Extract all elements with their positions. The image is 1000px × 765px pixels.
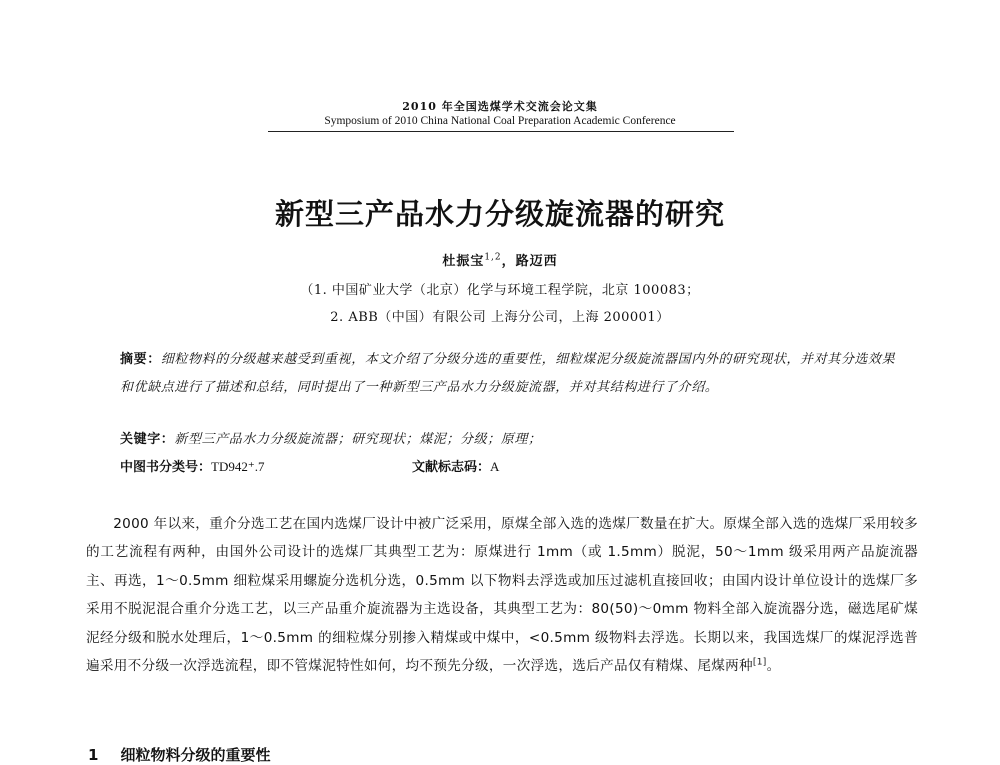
abstract [120,346,900,401]
body-paragraph [86,510,918,680]
section-heading [88,744,270,765]
abstract-label: 摘要： [120,352,161,367]
doc-code-value: A [490,459,500,474]
abstract-text: 细粒物料的分级越来越受到重视，本文介绍了分级分选的重要性，细粒煤泥分级旋流器国内外的研究现状，并对其分选效果和优缺点进行了描述和总结，同时提出了一种新型三产品水力分级旋流器，并对其结构进行了介绍。 [120,352,896,395]
header-english: Symposium of 2010 China National Coal Preparation Academic Conference [324,115,676,127]
author-separator: ， [501,254,516,269]
paper-title: 新型三产品水力分级旋流器的研究 [274,197,725,231]
affiliation-2: 2. ABB（中国）有限公司 上海分公司，上海 200001） [330,310,670,325]
keywords [120,428,900,447]
section-number: 1 [88,746,99,764]
author-2: 路迈西 [515,254,558,269]
author-1-affiliation-mark: 1,2 [484,252,502,263]
citation-ref: [1] [752,657,767,668]
document-code [412,456,499,475]
clc-label: 中图书分类号： [120,460,212,475]
header-chinese: 2010 年全国选煤学术交流会论文集 [402,100,598,113]
running-header [260,100,740,128]
affiliation-1: （1. 中国矿业大学（北京）化学与环境工程学院，北京 100083； [300,283,700,298]
keywords-text: 新型三产品水力分级旋流器；研究现状；煤泥；分级；原理； [174,432,542,447]
clc-value: TD942⁺.7 [211,459,265,474]
body-end: 。 [766,658,781,675]
classification-line [120,456,900,475]
author-line [0,250,1000,269]
header-rule [268,131,734,132]
body-text: 2000 年以来，重介分选工艺在国内选煤厂设计中被广泛采用，原煤全部入选的选煤厂数量在扩大。原煤全部入选的选煤厂采用较多的工艺流程有两种，由国外公司设计的选煤厂其典型工艺为：原煤进行 1mm（或 1.5mm）脱泥，50～1mm 级采用两产品旋流器主、再选，1～0.5mm 细粒煤采用螺旋分选机分选，0.5mm 以下物料去浮选或加压过滤机直接回收；由国内设计单位设计的选煤厂多采用不脱泥混合重介分选工艺，以三产品重介旋流器为主选设备，其典型工艺为：80(50)～0mm 物料全部入旋流器分选，磁选尾矿煤泥经分级和脱水处理后，1～0.5mm 的细粒煤分别掺入精煤或中煤中，<0.5mm 级物料去浮选。长期以来，我国选煤厂的煤泥浮选普遍采用不分级一次浮选流程，即不管煤泥特性如何，均不预先分级，一次浮选，选后产品仅有精煤、尾煤两种 [86,516,918,675]
author-1: 杜振宝 [442,254,485,269]
section-title: 细粒物料分级的重要性 [120,746,271,764]
doc-code-label: 文献标志码： [412,460,491,475]
keywords-label: 关键字： [120,432,175,447]
